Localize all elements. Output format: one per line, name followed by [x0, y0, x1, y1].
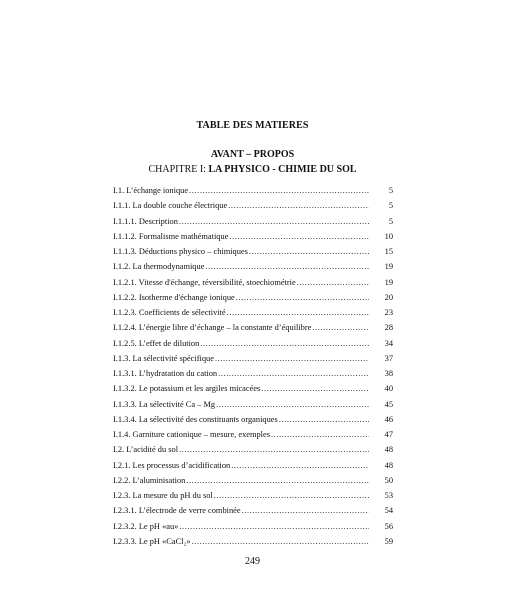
toc-entry-page: 48 [384, 460, 393, 470]
toc-entry-label: I.1.4. Garniture cationique – mesure, exemples [113, 430, 270, 439]
toc-entry [113, 259, 393, 274]
toc-entry-label: I.2.3.1. L’électrode de verre combinée [113, 506, 241, 516]
toc-entry-label: I.1.2.3. Coefficients de sélectivité [113, 308, 226, 317]
toc-dot-leader [229, 229, 369, 244]
toc-dot-leader [236, 290, 369, 305]
toc-entry-label: I.1.2. La thermodynamique [113, 262, 205, 272]
toc-entry-page: 15 [384, 247, 393, 256]
toc-entry [113, 412, 393, 427]
toc-entry-page: 10 [384, 231, 393, 241]
toc-entry-page: 53 [384, 491, 393, 500]
toc-entry-page: 38 [384, 369, 393, 378]
toc-entry-page: 20 [384, 292, 393, 302]
toc-dot-leader [179, 442, 369, 457]
toc-entry-page: 47 [384, 430, 393, 439]
toc-dot-leader [261, 381, 369, 396]
toc-dot-leader [189, 183, 369, 198]
toc-dot-leader [297, 275, 369, 290]
toc-entry-label: I.1.3.4. La sélectivité des constituants organiques [113, 414, 278, 424]
toc-entry-label: I.2.3.2. Le pH «au» [113, 521, 179, 531]
toc-entry [113, 503, 393, 518]
toc-entry-label: I.1.3.3. La sélectivité Ca – Mg [113, 399, 216, 409]
toc-dot-leader [227, 305, 369, 320]
toc-dot-leader [228, 198, 369, 213]
toc-entry-page: 50 [384, 475, 393, 485]
toc-dot-leader [215, 351, 369, 366]
toc-entry [113, 214, 393, 229]
toc-entry [113, 519, 393, 534]
toc-entry-label: I.2. L’acidité du sol [113, 445, 179, 455]
toc-entry-page: 34 [384, 338, 393, 348]
toc-entry [113, 366, 393, 381]
toc-entry [113, 488, 393, 503]
chapter-prefix: CHAPITRE I: [148, 164, 209, 175]
toc-entry-label: I.1.3. La sélectivité spécifique [113, 353, 214, 363]
toc-entry [113, 458, 393, 473]
toc-dot-leader [179, 519, 369, 534]
toc-entry [113, 320, 393, 335]
toc-entry-label: I.2.1. Les processus d’acidification [113, 460, 231, 470]
toc-entry [113, 305, 393, 320]
toc-entry-page: 56 [384, 521, 393, 531]
toc-entry-label: I.1.2.1. Vitesse d'échange, réversibilité, stoechiométrie [113, 277, 296, 287]
section-heading: AVANT – PROPOS [210, 149, 295, 160]
toc-entry-page: 28 [384, 323, 393, 333]
toc-entry-page: 59 [384, 536, 393, 546]
toc-dot-leader [231, 458, 369, 473]
toc-dot-leader [186, 473, 369, 488]
toc-entry-page: 5 [388, 216, 393, 226]
toc-entry-label: I.1.1. La double couche électrique [113, 201, 228, 211]
toc-dot-leader [205, 259, 369, 274]
toc-entry [113, 534, 393, 549]
toc-entry [113, 290, 393, 305]
toc-entry [113, 275, 393, 290]
toc-entry [113, 336, 393, 351]
toc-entry-label: I.1.2.4. L’énergie libre d’échange – la constante d’équilibre [113, 323, 312, 333]
chapter-title-text: LA PHYSICO - CHIMIE DU SOL [208, 164, 357, 175]
toc-entry-page: 5 [388, 201, 393, 211]
toc-entry [113, 183, 393, 198]
toc-entry-label: I.1.3.1. L’hydratation du cation [113, 369, 218, 378]
toc-entry [113, 351, 393, 366]
page-number: 249 [245, 556, 260, 567]
toc-entry [113, 244, 393, 259]
toc-dot-leader [179, 214, 369, 229]
toc-entry-label: I.2.3. La mesure du pH du sol [113, 491, 213, 500]
toc-entry-page: 40 [384, 384, 393, 394]
toc-entry-label: I.1.1.2. Formalisme mathématique [113, 231, 229, 241]
toc-dot-leader [271, 427, 369, 442]
toc-entry-page: 19 [384, 277, 393, 287]
toc-heading: TABLE DES MATIERES [196, 120, 309, 131]
toc-entry-label: I.2.2. L’aluminisation [113, 475, 186, 485]
toc-dot-leader [192, 534, 369, 549]
toc-entry [113, 381, 393, 396]
toc-entry-label: I.1.2.5. L’effet de dilution [113, 338, 200, 348]
toc-entry-page: 54 [384, 506, 393, 516]
toc-dot-leader [218, 366, 369, 381]
toc-entry-label: I.1. L’échange ionique [113, 186, 189, 195]
toc-dot-leader [242, 503, 369, 518]
toc-entry-page: 5 [388, 186, 393, 195]
toc-entry-label: I.1.1.3. Déductions physico – chimiques [113, 247, 248, 256]
toc-entry-page: 23 [384, 308, 393, 317]
toc-dot-leader [216, 397, 369, 412]
chapter-heading [0, 164, 505, 175]
toc-entry [113, 473, 393, 488]
table-of-contents [113, 183, 393, 549]
toc-entry [113, 442, 393, 457]
toc-entry-page: 45 [384, 399, 393, 409]
toc-dot-leader [200, 336, 369, 351]
toc-entry [113, 427, 393, 442]
toc-dot-leader [214, 488, 369, 503]
toc-entry-label: I.1.1.1. Description [113, 216, 178, 226]
toc-entry-page: 46 [384, 414, 393, 424]
toc-entry-page: 48 [384, 445, 393, 455]
toc-dot-leader [312, 320, 369, 335]
toc-entry-label: I.2.3.3. Le pH «CaCl₂» [113, 536, 191, 546]
toc-entry-label: I.1.3.2. Le potassium et les argiles micacées [113, 384, 261, 394]
toc-entry-page: 19 [384, 262, 393, 272]
toc-entry [113, 397, 393, 412]
toc-entry-page: 37 [384, 353, 393, 363]
toc-dot-leader [249, 244, 369, 259]
toc-entry [113, 198, 393, 213]
toc-entry-label: I.1.2.2. Isotherme d'échange ionique [113, 292, 235, 302]
toc-entry [113, 229, 393, 244]
toc-dot-leader [279, 412, 369, 427]
